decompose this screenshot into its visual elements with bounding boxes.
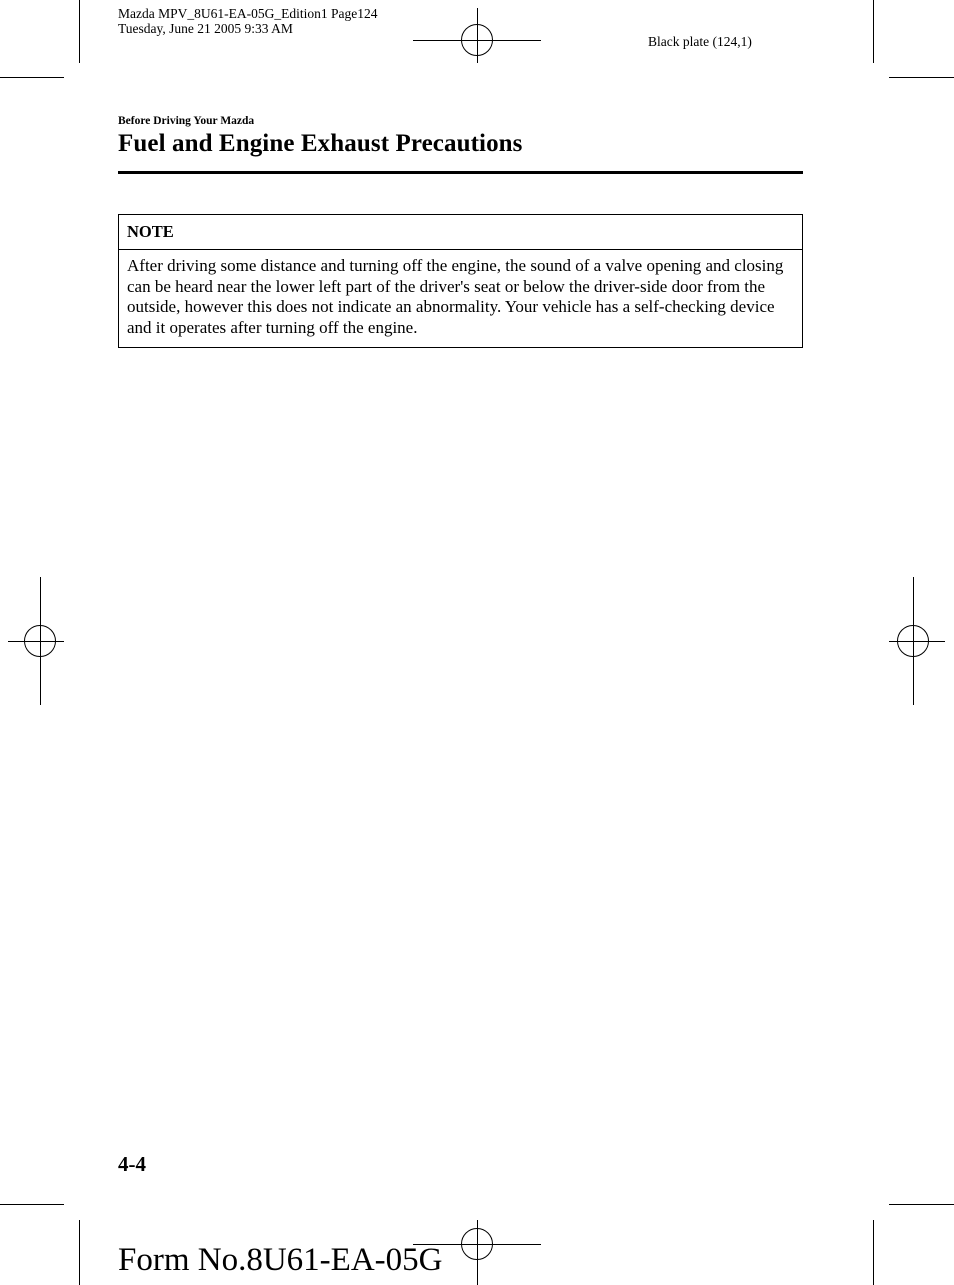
print-header-plate: Black plate (124,1) — [648, 34, 752, 49]
crop-mark-top-left-vertical — [79, 0, 80, 63]
note-body: After driving some distance and turning off the engine, the sound of a valve opening and closing can be heard near the lower left part of the driver's seat or below the driver-side door from the outside, however this does not indicate an abnormality. Your vehicle has a self-checking device and it operates after turning off the engine. — [127, 256, 784, 338]
registration-mark-top-circle — [461, 24, 493, 56]
registration-mark-bottom-circle — [461, 1228, 493, 1260]
note-box — [118, 214, 803, 348]
section-label: Before Driving Your Mazda — [118, 115, 255, 127]
registration-mark-right-circle — [897, 625, 929, 657]
registration-mark-left-circle — [24, 625, 56, 657]
crop-mark-top-right-vertical — [873, 0, 874, 63]
title-rule — [118, 171, 803, 174]
print-header-line2: Tuesday, June 21 2005 9:33 AM — [118, 21, 293, 36]
crop-mark-bottom-left-horizontal — [0, 1204, 64, 1205]
crop-mark-bottom-left-vertical — [79, 1220, 80, 1285]
page-number: 4-4 — [118, 1152, 146, 1176]
note-heading: NOTE — [119, 215, 802, 250]
crop-mark-top-left-horizontal — [0, 77, 64, 78]
print-header-line1: Mazda MPV_8U61-EA-05G_Edition1 Page124 — [118, 6, 378, 21]
form-number: Form No.8U61-EA-05G — [118, 1242, 443, 1278]
crop-mark-top-right-horizontal — [889, 77, 954, 78]
crop-mark-bottom-right-horizontal — [889, 1204, 954, 1205]
crop-mark-bottom-right-vertical — [873, 1220, 874, 1285]
page-title: Fuel and Engine Exhaust Precautions — [118, 130, 523, 157]
